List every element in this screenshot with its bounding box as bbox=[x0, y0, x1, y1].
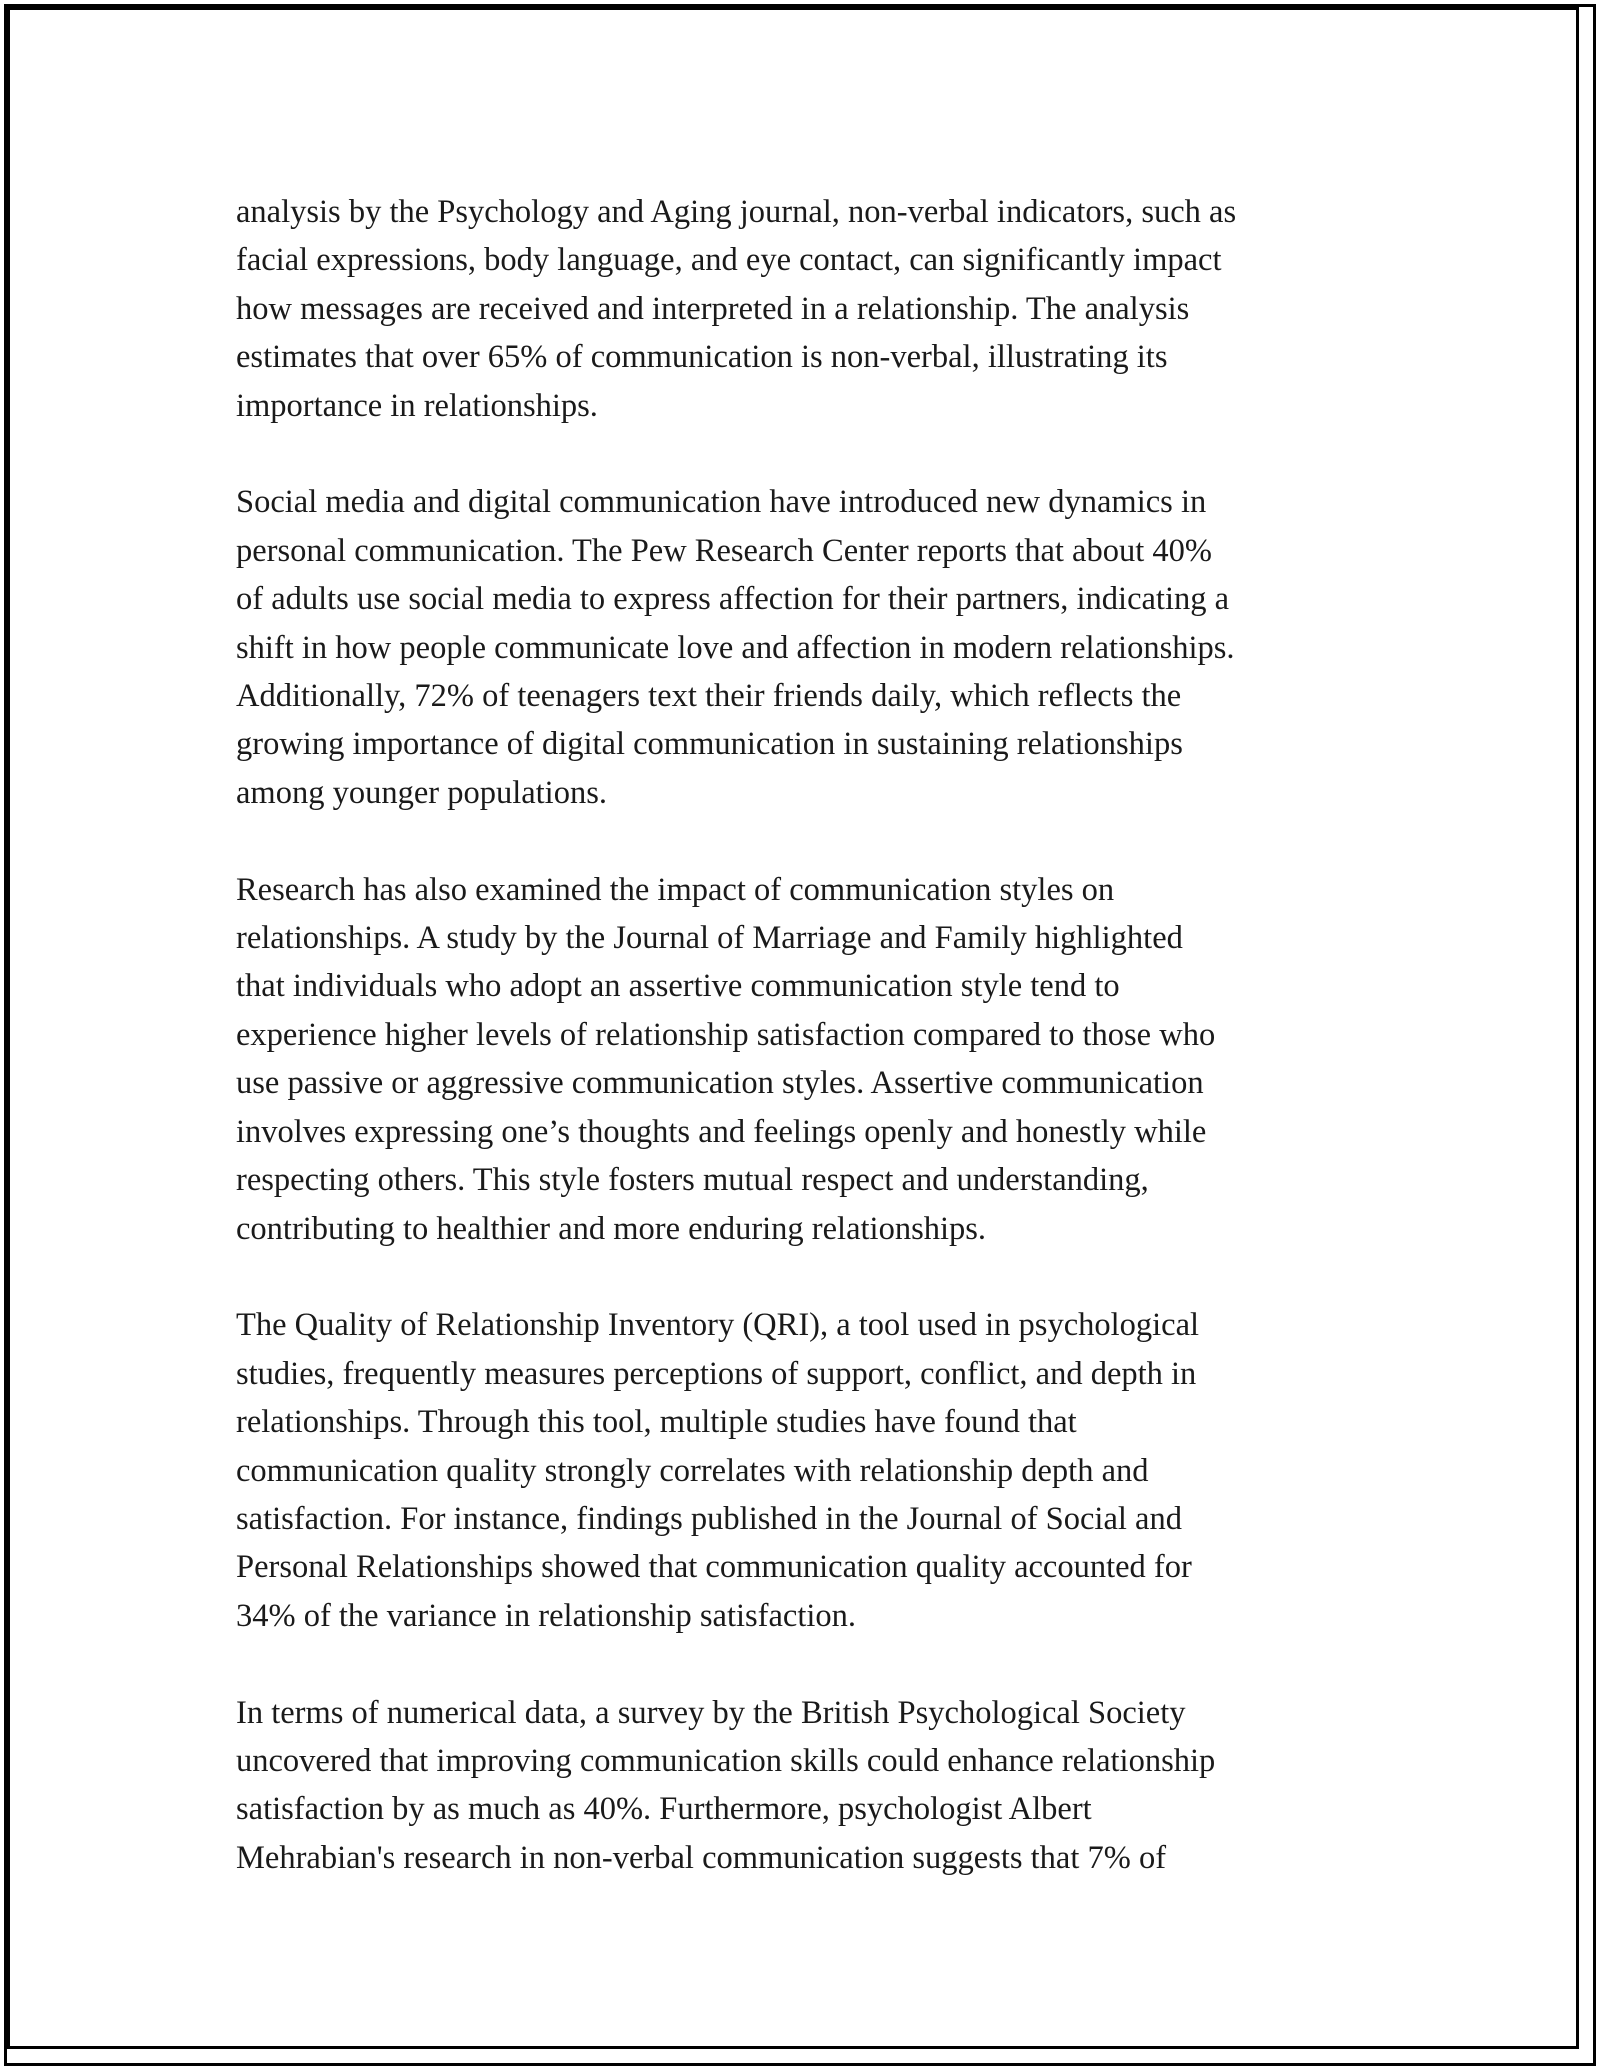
text-line: among younger populations. bbox=[236, 774, 607, 811]
text-line: growing importance of digital communication in sustaining relationships bbox=[236, 726, 1183, 763]
text-line: communication quality strongly correlates with relationship depth and bbox=[236, 1452, 1149, 1489]
text-line: Social media and digital communication have introduced new dynamics in bbox=[236, 484, 1207, 521]
text-line: satisfaction by as much as 40%. Furthermore, psychologist Albert bbox=[236, 1791, 1092, 1828]
text-line: Research has also examined the impact of communication styles on bbox=[236, 871, 1115, 908]
document-body bbox=[236, 188, 1396, 1931]
text-line: The Quality of Relationship Inventory (QRI), a tool used in psychological bbox=[236, 1307, 1200, 1344]
text-line: that individuals who adopt an assertive communication style tend to bbox=[236, 968, 1120, 1005]
text-line: importance in relationships. bbox=[236, 387, 598, 424]
text-line: satisfaction. For instance, findings published in the Journal of Social and bbox=[236, 1500, 1182, 1537]
text-line: shift in how people communicate love and affection in modern relationships. bbox=[236, 629, 1235, 666]
paragraph-non-verbal-indicators bbox=[236, 188, 1396, 430]
paragraph-social-media bbox=[236, 478, 1396, 817]
text-line: studies, frequently measures perceptions of support, conflict, and depth in bbox=[236, 1355, 1197, 1392]
text-line: use passive or aggressive communication styles. Assertive communication bbox=[236, 1065, 1204, 1102]
text-line: In terms of numerical data, a survey by the British Psychological Society bbox=[236, 1694, 1186, 1731]
text-line: 34% of the variance in relationship satisfaction. bbox=[236, 1597, 857, 1634]
text-line: contributing to healthier and more enduring relationships. bbox=[236, 1210, 987, 1247]
paragraph-qri bbox=[236, 1301, 1396, 1640]
text-line: Personal Relationships showed that communication quality accounted for bbox=[236, 1549, 1192, 1586]
text-line: analysis by the Psychology and Aging journal, non-verbal indicators, such as bbox=[236, 194, 1237, 230]
text-line: experience higher levels of relationship satisfaction compared to those who bbox=[236, 1016, 1216, 1053]
text-line: relationships. Through this tool, multiple studies have found that bbox=[236, 1404, 1077, 1441]
text-line: personal communication. The Pew Research Center reports that about 40% bbox=[236, 532, 1212, 569]
text-line: Additionally, 72% of teenagers text their friends daily, which reflects the bbox=[236, 678, 1182, 715]
text-line: involves expressing one’s thoughts and feelings openly and honestly while bbox=[236, 1113, 1207, 1150]
text-line: of adults use social media to express affection for their partners, indicating a bbox=[236, 581, 1230, 618]
text-line: how messages are received and interpreted in a relationship. The analysis bbox=[236, 290, 1190, 327]
text-line: estimates that over 65% of communication is non-verbal, illustrating its bbox=[236, 339, 1168, 376]
text-line: uncovered that improving communication skills could enhance relationship bbox=[236, 1742, 1216, 1779]
text-line: relationships. A study by the Journal of Marriage and Family highlighted bbox=[236, 920, 1183, 957]
text-line: respecting others. This style fosters mutual respect and understanding, bbox=[236, 1162, 1149, 1199]
paragraph-numerical-data bbox=[236, 1689, 1396, 1883]
text-line: Mehrabian's research in non-verbal communication suggests that 7% of bbox=[236, 1839, 1167, 1876]
text-line: facial expressions, body language, and eye contact, can significantly impact bbox=[236, 242, 1222, 279]
paragraph-communication-styles bbox=[236, 866, 1396, 1253]
